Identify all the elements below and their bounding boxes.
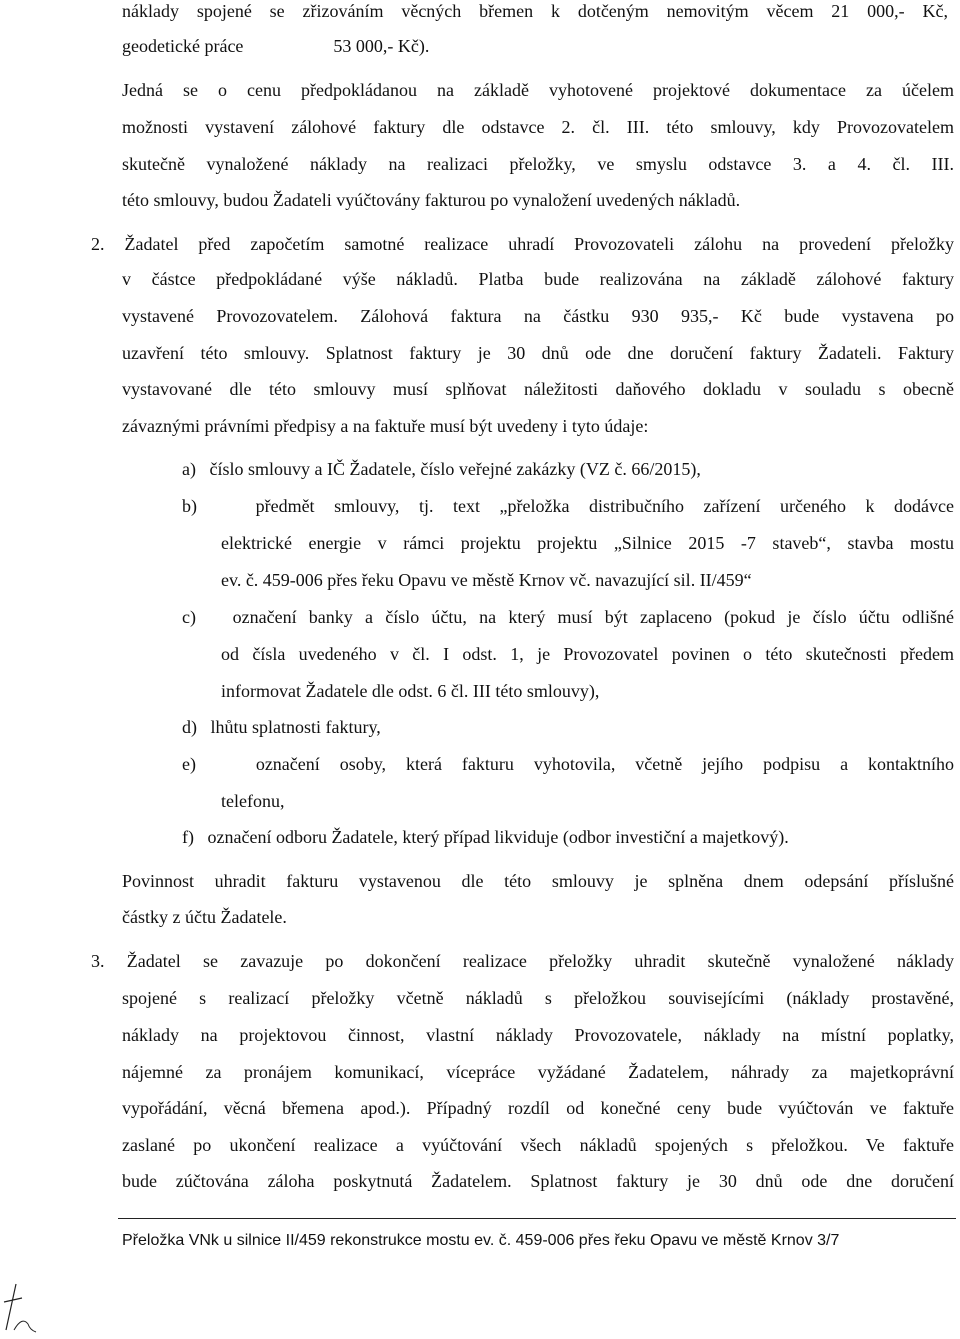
text-line: náklady na projektovou činnost, vlastní náklady Provozovatele, náklady na místní poplatky, bbox=[122, 1025, 954, 1045]
text-line: závaznými právními předpisy a na faktuře musí být uvedeny i tyto údaje: bbox=[122, 416, 649, 436]
handwritten-initials bbox=[0, 1280, 40, 1336]
text-line: ev. č. 459-006 přes řeku Opavu ve městě Krnov vč. navazující sil. II/459“ bbox=[221, 570, 752, 590]
text-line: telefonu, bbox=[221, 791, 285, 811]
list-item-a: a) číslo smlouvy a IČ Žadatele, číslo veřejné zakázky (VZ č. 66/2015), bbox=[182, 459, 701, 479]
text-line: 2. Žadatel před započetím samotné realizace uhradí Provozovateli zálohu na provedení přeložky bbox=[91, 234, 954, 254]
list-item-c: c) označení banky a číslo účtu, na který musí být zaplaceno (pokud je číslo účtu odlišné bbox=[182, 607, 954, 627]
footer-rule bbox=[118, 1218, 956, 1219]
text-line: vystavované dle této smlouvy musí splňovat náležitosti daňového dokladu v souladu s obecně bbox=[122, 379, 954, 399]
text-line: vystavené Provozovatelem. Zálohová faktura na částku 930 935,- Kč bude vystavena po bbox=[122, 306, 954, 326]
text-line: od čísla uvedeného v čl. I odst. 1, je Provozovatel povinen o této skutečnosti předem bbox=[221, 644, 954, 664]
text-line: uzavření této smlouvy. Splatnost faktury je 30 dnů ode dne doručení faktury Žadateli. Faktury bbox=[122, 343, 954, 363]
list-item-b: b) předmět smlouvy, tj. text „přeložka distribučního zařízení určeného k dodávce bbox=[182, 496, 954, 516]
text-line: skutečně vynaložené náklady na realizaci přeložky, ve smyslu odstavce 3. a 4. čl. III. bbox=[122, 154, 954, 174]
text-line: 3. Žadatel se zavazuje po dokončení realizace přeložky uhradit skutečně vynaložené náklady bbox=[91, 951, 954, 971]
text-line: možnosti vystavení zálohové faktury dle odstavce 2. čl. III. této smlouvy, kdy Provozovatelem bbox=[122, 117, 954, 137]
page-footer: Přeložka VNk u silnice II/459 rekonstrukce mostu ev. č. 459-006 přes řeku Opavu ve městě Krnov 3/7 bbox=[122, 1232, 840, 1249]
list-item-e: e) označení osoby, která fakturu vyhotovila, včetně jejího podpisu a kontaktního bbox=[182, 754, 954, 774]
text-line: nájemné za pronájem komunikací, vícepráce vyžádané Žadatelem, náhrady za majetkoprávní bbox=[122, 1062, 954, 1082]
text-line: bude zúčtována záloha poskytnutá Žadatelem. Splatnost faktury je 30 dnů ode dne doručení bbox=[122, 1171, 954, 1191]
text-line: v částce předpokládané výše nákladů. Platba bude realizována na základě zálohové faktury bbox=[122, 269, 954, 289]
text-line: vypořádání, věcná břemena apod.). Případný rozdíl od konečné ceny bude vyúčtován ve faktuře bbox=[122, 1098, 954, 1118]
text-line: zaslané po ukončení realizace a vyúčtování všech nákladů spojených s přeložkou. Ve faktuře bbox=[122, 1135, 954, 1155]
text-line: informovat Žadatele dle odst. 6 čl. III této smlouvy), bbox=[221, 681, 600, 701]
text-line: Povinnost uhradit fakturu vystavenou dle této smlouvy je splněna dnem odepsání příslušné bbox=[122, 871, 954, 891]
text-line: spojené s realizací přeložky včetně nákladů s přeložkou souvisejícími (náklady prostavěné, bbox=[122, 988, 954, 1008]
list-item-f: f) označení odboru Žadatele, který případ likviduje (odbor investiční a majetkový). bbox=[182, 827, 789, 847]
text-line: této smlouvy, budou Žadateli vyúčtovány fakturou po vynaložení uvedených nákladů. bbox=[122, 190, 741, 210]
text-line: Jedná se o cenu předpokládanou na základě vyhotovené projektové dokumentace za účelem bbox=[122, 80, 954, 100]
text-line: částky z účtu Žadatele. bbox=[122, 907, 287, 927]
text-line: elektrické energie v rámci projektu projektu „Silnice 2015 -7 staveb“, stavba mostu bbox=[221, 533, 954, 553]
list-item-d: d) lhůtu splatnosti faktury, bbox=[182, 717, 381, 737]
text-line: náklady spojené se zřizováním věcných břemen k dotčeným nemovitým věcem 21 000,- Kč, bbox=[122, 1, 948, 21]
text-line: geodetické práce 53 000,- Kč). bbox=[122, 36, 430, 56]
